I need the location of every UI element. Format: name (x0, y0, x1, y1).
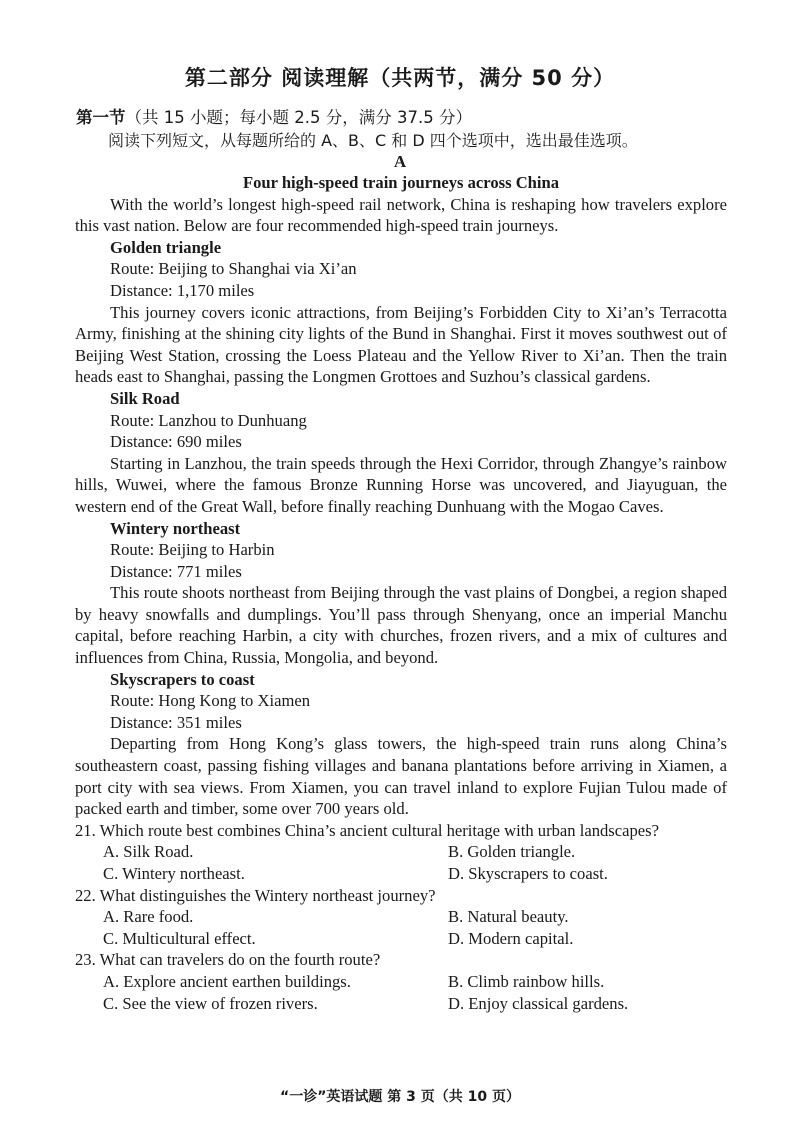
journey-description: This journey covers iconic attractions, from Beijing’s Forbidden City to Xi’an’s Terracotta Army, finishing at the shining city lights of the Bund in Shanghai. First it moves southwest out of Beijing West Station, crossing the Loess Plateau and the Yellow River to Xi’an. Then the train heads east to Shanghai, passing the Longmen Grottoes and Suzhou’s classical gardens. (75, 302, 727, 387)
option-b: B. Golden triangle. (448, 842, 576, 862)
section-instruction: 阅读下列短文，从每题所给的 A、B、C 和 D 四个选项中，选出最佳选项。 (108, 131, 638, 150)
journey-distance: Distance: 1,170 miles (110, 280, 255, 300)
journey-route: Route: Hong Kong to Xiamen (110, 691, 311, 711)
option-c: C. See the view of frozen rivers. (103, 993, 318, 1013)
passage-body (75, 172, 727, 1014)
option-row (75, 906, 727, 928)
option-d: D. Enjoy classical gardens. (448, 993, 629, 1013)
journey-name: Skyscrapers to coast (110, 669, 255, 689)
question-stem: 22. What distinguishes the Wintery northeast journey? (75, 885, 436, 905)
option-row (75, 863, 727, 885)
journey-distance: Distance: 351 miles (110, 712, 242, 732)
section-note: （共 15 小题；每小题 2.5 分，满分 37.5 分） (125, 108, 472, 127)
option-row (75, 928, 727, 950)
option-b: B. Natural beauty. (448, 907, 569, 927)
journey-distance: Distance: 771 miles (110, 561, 242, 581)
journey-name: Wintery northeast (110, 518, 241, 538)
question-stem: 21. Which route best combines China’s ancient cultural heritage with urban landscapes? (75, 820, 659, 840)
journey-description: Starting in Lanzhou, the train speeds through the Hexi Corridor, through Zhangye’s rainbow hills, Wuwei, where the famous Bronze Running Horse was uncovered, and Jiayuguan, the western end of the Great Wall, before finally reaching Dunhuang with the Mogao Caves. (75, 453, 727, 516)
option-d: D. Skyscrapers to coast. (448, 864, 608, 883)
option-c: C. Wintery northeast. (103, 864, 245, 883)
passage-title: Four high-speed train journeys across China (242, 173, 560, 192)
option-b: B. Climb rainbow hills. (448, 971, 605, 991)
journey-route: Route: Beijing to Harbin (110, 540, 275, 560)
journey-description: Departing from Hong Kong’s glass towers, the high-speed train runs along China’s southeastern coast, passing fishing villages and banana plantations before arriving in Xiamen, a port city with sea views. From Xiamen, you can travel inland to explore Fujian Tulou made of packed earth and timber, some over 700 years old. (75, 734, 727, 819)
option-a: A. Silk Road. (103, 842, 194, 862)
journey-distance: Distance: 690 miles (110, 432, 242, 452)
journey-name: Silk Road (110, 388, 180, 408)
option-row (75, 971, 727, 993)
option-a: A. Rare food. (103, 907, 194, 927)
journey-name: Golden triangle (110, 237, 222, 257)
option-row (75, 841, 727, 863)
section-heading (76, 104, 472, 128)
journey-route: Route: Lanzhou to Dunhuang (110, 410, 307, 430)
option-d: D. Modern capital. (448, 928, 574, 948)
section-title: 第一节 (76, 108, 126, 127)
passage-label: A (393, 152, 407, 171)
question-stem: 23. What can travelers do on the fourth route? (75, 950, 381, 970)
passage-intro: With the world’s longest high-speed rail network, China is reshaping how travelers explore this vast nation. Below are four recommended high-speed train journeys. (75, 194, 727, 236)
part-title: 第二部分 阅读理解（共两节，满分 50 分） (184, 66, 616, 90)
journey-description: This route shoots northeast from Beijing through the vast plains of Dongbei, a region shaped by heavy snowfalls and dumplings. You’ll pass through Shenyang, once an imperial Manchu capital, before reaching Harbin, a city with churches, frozen rivers, and a mix of cultures and influences from China, Russia, Mongolia, and beyond. (75, 583, 727, 668)
option-row (75, 993, 727, 1015)
page-footer: “一诊”英语试题 第 3 页（共 10 页） (280, 1089, 520, 1105)
option-c: C. Multicultural effect. (103, 928, 256, 948)
option-a: A. Explore ancient earthen buildings. (103, 971, 351, 991)
journey-route: Route: Beijing to Shanghai via Xi’an (110, 259, 357, 279)
